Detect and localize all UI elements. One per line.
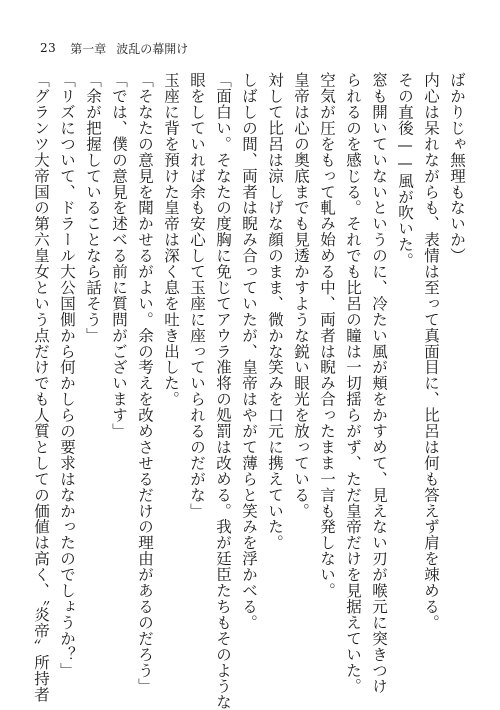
text-line: 玉座に背を預けた皇帝は深く息を吐き出した。	[162, 72, 180, 407]
text-line: 皇帝は心の奥底までも見透かすような鋭い眼光を放っている。	[292, 72, 310, 519]
text-line: 「余が把握していることなら話そう」	[84, 72, 102, 344]
text-line: ばかりじゃ無理もないか）	[448, 72, 466, 264]
text-line: 「グランツ大帝国の第六皇女という点だけでも人質としての価値は高く、〝炎帝〟所持者	[32, 72, 50, 703]
text-line: 「そなたの意見を聞かせるがよい。余の考えを改めさせるだけの理由があるのだろう」	[136, 72, 154, 695]
text-line: 窓も開いていないというのに、冷たい風が頬をかすめて、見えない刃が喉元に突きつけ	[370, 72, 388, 695]
text-line: 眼をしていれば余も安心して玉座に座っていられるのだがな」	[188, 72, 206, 519]
vertical-body-text	[32, 72, 470, 710]
text-line: 「面白い。そなたの度胸に免じてアウラ准将の処罰は改める。我が廷臣たちもそのような	[214, 72, 232, 710]
text-line: しばしの間、両者は睨み合っていたが、皇帝はやがて薄らと笑みを浮かべる。	[240, 72, 258, 631]
text-line: 内心は呆れながらも、表情は至って真面目に、比呂は何も答えず肩を竦める。	[422, 72, 440, 631]
text-line: 「では、僕の意見を述べる前に質問がございます」	[110, 72, 128, 439]
text-line: られるのを感じる。それでも比呂の瞳は一切揺らがず、ただ皇帝だけを見据えていた。	[344, 72, 362, 695]
page-number: 23	[40, 41, 57, 55]
running-header	[40, 38, 188, 58]
text-line: その直後——風が吹いた。	[396, 72, 414, 269]
text-line: 対して比呂は涼しげな顔のまま、微かな笑みを口元に携えていた。	[266, 72, 284, 551]
chapter-label: 第一章	[70, 41, 107, 56]
text-line: 空気が圧をもって軋み始める中、両者は睨み合ったまま一言も発しない。	[318, 72, 336, 599]
chapter-title: 波乱の幕開け	[116, 41, 189, 56]
text-line: 「リズについて、ドラール大公国側から何かしらの要求はなかったのでしょうか？」	[58, 72, 76, 679]
